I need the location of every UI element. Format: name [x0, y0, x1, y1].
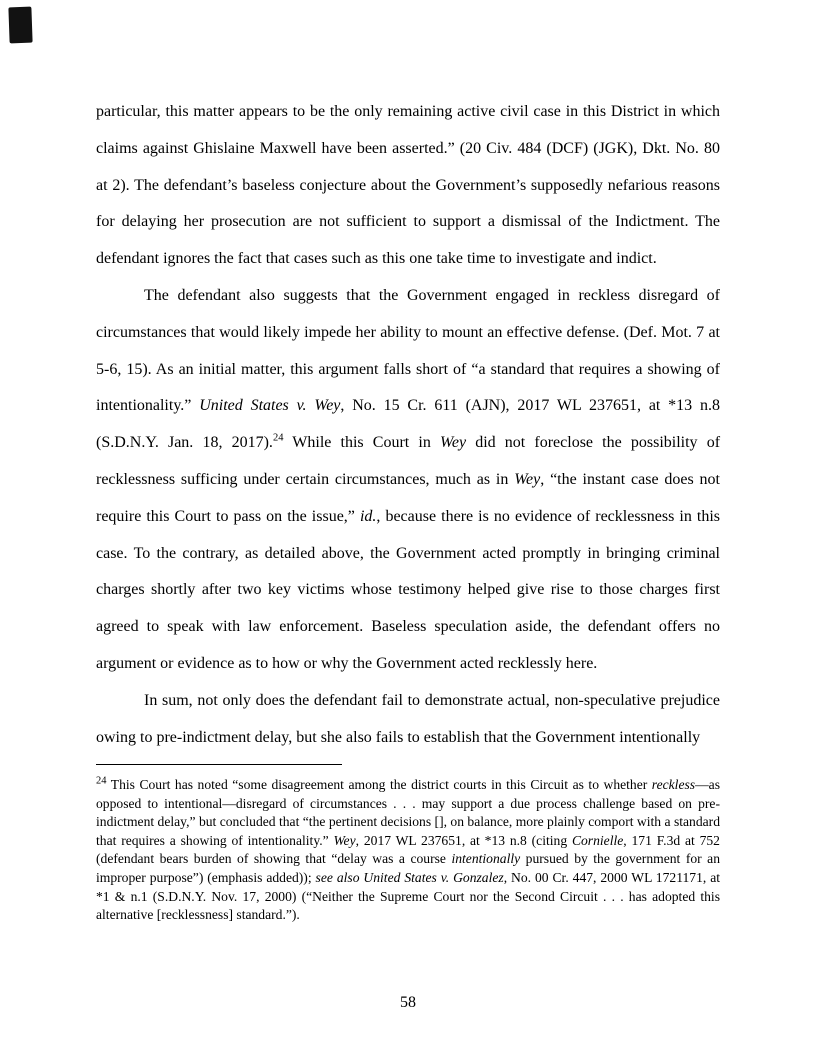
footnote-24: $^{24}$ This Court has noted “some disagreement among the district courts in this Circuit as to whether reckless—as opposed to intentional—disregard of circumstances . . . may support a due process challenge based on pre-indictment delay,” but concluded that “the pertinent decisions [], on balance, more plainly comport with a standard that requires a showing of intentionality.” Wey, 2017 WL 237651, at *13 n.8 (citing Cornielle, 171 F.3d at 752 (defendant bears burden of showing that “delay was a course intentionally pursued by the government for an improper purpose”) (emphasis added)); see also United States v. Gonzalez, No. 00 Cr. 447, 2000 WL 1721171, at *1 & n.1 (S.D.N.Y. Nov. 17, 2000) (“Neither the Supreme Court nor the Second Circuit . . . has adopted this alternative [recklessness] standard.”).	[96, 775, 721, 923]
scan-artifact	[8, 7, 32, 44]
body-paragraph-2: The defendant also suggests that the Government engaged in reckless disregard of circumstances that would likely impede her ability to mount an effective defense. (Def. Mot. 7 at 5-6, 15). As an initial matter, this argument falls short of “a standard that requires a showing of intentionality.” United States v. Wey, No. 15 Cr. 611 (AJN), 2017 WL 237651, at *13 n.8 (S.D.N.Y. Jan. 18, 2017).$^{24}$ While this Court in Wey did not foreclose the possibility of recklessness sufficing under certain circumstances, much as in Wey, “the instant case does not require this Court to pass on the issue,” id., because there is no evidence of recklessness in this case. To the contrary, as detailed above, the Government acted promptly in bringing criminal charges shortly after two key victims whose testimony helped give rise to those charges first agreed to speak with law enforcement. Baseless speculation aside, the defendant offers no argument or evidence as to how or why the Government acted recklessly here.	[96, 286, 721, 672]
page-number: 58	[400, 994, 416, 1011]
body-paragraph-3: In sum, not only does the defendant fail to demonstrate actual, non-speculative prejudice owing to pre-indictment delay, but she also fails to establish that the Government intentionally	[96, 691, 720, 746]
footnote-separator	[96, 764, 342, 765]
body-paragraph-1: particular, this matter appears to be the only remaining active civil case in this District in which claims against Ghislaine Maxwell have been asserted.” (20 Civ. 484 (DCF) (JGK), Dkt. No. 80 at 2). The defendant’s baseless conjecture about the Government’s supposedly nefarious reasons for delaying her prosecution are not sufficient to support a dismissal of the Indictment. The defendant ignores the fact that cases such as this one take time to investigate and indict.	[96, 103, 720, 268]
document-body	[96, 94, 720, 756]
